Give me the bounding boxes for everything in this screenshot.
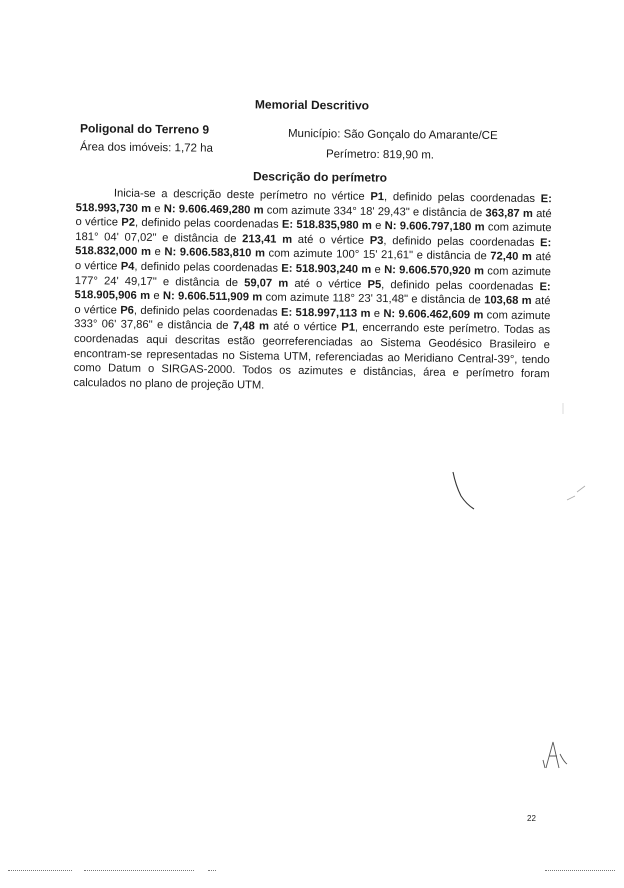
text-run: com azimute 334° 18' 29,43" e distância de (263, 204, 486, 219)
text-run: até o vértice (268, 320, 342, 334)
bold-run: P1 (341, 321, 356, 335)
text-run: com azimute 177° 24' 49,17" e distância de (74, 265, 551, 289)
text-run: Inicia-se a descrição deste perímetro no vértice (113, 187, 371, 203)
bold-run: E: 518.993,730 m (75, 193, 552, 215)
text-run: e (149, 290, 164, 303)
bold-run: 213,41 m (242, 232, 293, 246)
bold-run: N: 9.606.570,920 m (384, 264, 485, 278)
text-run: , definido pelas coordenadas (383, 191, 541, 206)
text-run: até o vértice (75, 207, 552, 229)
faint-mark (560, 402, 566, 416)
bold-run: E: 518.832,000 m (75, 236, 552, 259)
bold-run: N: 9.606.797,180 m (384, 220, 485, 234)
text-run: e (371, 220, 385, 233)
signature-initials (540, 738, 570, 772)
text-run: , definido pelas coordenadas (134, 216, 282, 231)
text-run: até o vértice (74, 295, 551, 317)
text-run: , encerrando este perímetro. Todas as coordenadas aqui descritas estão georreferenciadas ao Sistema Geodésico Brasileiro e encontram-se representadas no Sistema UTM, referenciadas ao Meridiano Central-39°, tendo como Datum o SIRGAS-2000. Todos os azimutes e distâncias, área e perímetro foram calculados no plano de projeção UTM. (73, 322, 551, 392)
polygon-name: Poligonal do Terreno 9 (79, 121, 210, 137)
pen-stroke-mark (448, 470, 478, 512)
faint-scribble-mark (565, 482, 589, 504)
page-number: 22 (527, 814, 536, 823)
footer-rule-left (8, 870, 72, 871)
footer-tick (208, 870, 216, 871)
perimeter-value: Perímetro: 819,90 m. (325, 148, 435, 162)
section-title: Descrição do perímetro (252, 169, 388, 185)
bold-run: P4 (120, 260, 135, 273)
text-run: , definido pelas coordenadas (133, 304, 282, 319)
bold-run: E: 518.835,980 m (281, 218, 372, 233)
document-title: Memorial Descritivo (254, 97, 370, 113)
text-run: , definido pelas coordenadas (383, 234, 541, 249)
text-run: com azimute 118° 23' 31,48" e distância de (262, 291, 485, 307)
bold-run: P1 (370, 190, 385, 204)
bold-run: P3 (369, 234, 384, 247)
municipality-label: Município: São Gonçalo do Amarante/CE (287, 127, 498, 143)
text-run: e (370, 307, 384, 320)
perimeter-description (73, 186, 552, 397)
area-value: Área dos imóveis: 1,72 ha (79, 141, 214, 155)
bold-run: N: 9.606.462,609 m (383, 307, 484, 322)
text-run: , definido pelas coordenadas (381, 278, 540, 293)
bold-run: N: 9.606.583,810 m (164, 246, 266, 260)
text-run: e (150, 246, 165, 259)
text-run: com azimute 333° 06' 37,86" e distância de (74, 309, 551, 333)
bold-run: P2 (121, 216, 136, 229)
text-run: e (371, 263, 385, 277)
bold-run: E: 518.997,113 m (280, 306, 371, 320)
text-run: com azimute 100° 15' 21,61" e distância de (264, 247, 491, 263)
text-run: , definido pelas coordenadas (134, 260, 282, 275)
bold-run: P5 (367, 278, 382, 291)
bold-run: 103,68 m (484, 294, 532, 308)
text-run: com azimute 181° 04' 07,02" e distância de (75, 221, 552, 245)
bold-run: N: 9.606.469,280 m (163, 202, 264, 217)
text-run: até o vértice (292, 233, 370, 247)
footer-rule-mid (84, 870, 194, 871)
text-run: e (151, 202, 164, 215)
text-run: até o vértice (288, 277, 368, 291)
footer-rule-right (545, 870, 615, 871)
bold-run: E: 518.903,240 m (281, 262, 372, 276)
text-run: até o vértice (74, 251, 552, 273)
bold-run: 72,40 m (490, 250, 532, 264)
paragraph-text (73, 187, 552, 391)
bold-run: 363,87 m (485, 206, 533, 220)
bold-run: P6 (120, 304, 135, 317)
bold-run: 59,07 m (244, 276, 289, 290)
bold-run: E: 518.905,906 m (74, 280, 551, 303)
bold-run: N: 9.606.511,909 m (162, 290, 263, 304)
bold-run: 7,48 m (232, 320, 270, 333)
